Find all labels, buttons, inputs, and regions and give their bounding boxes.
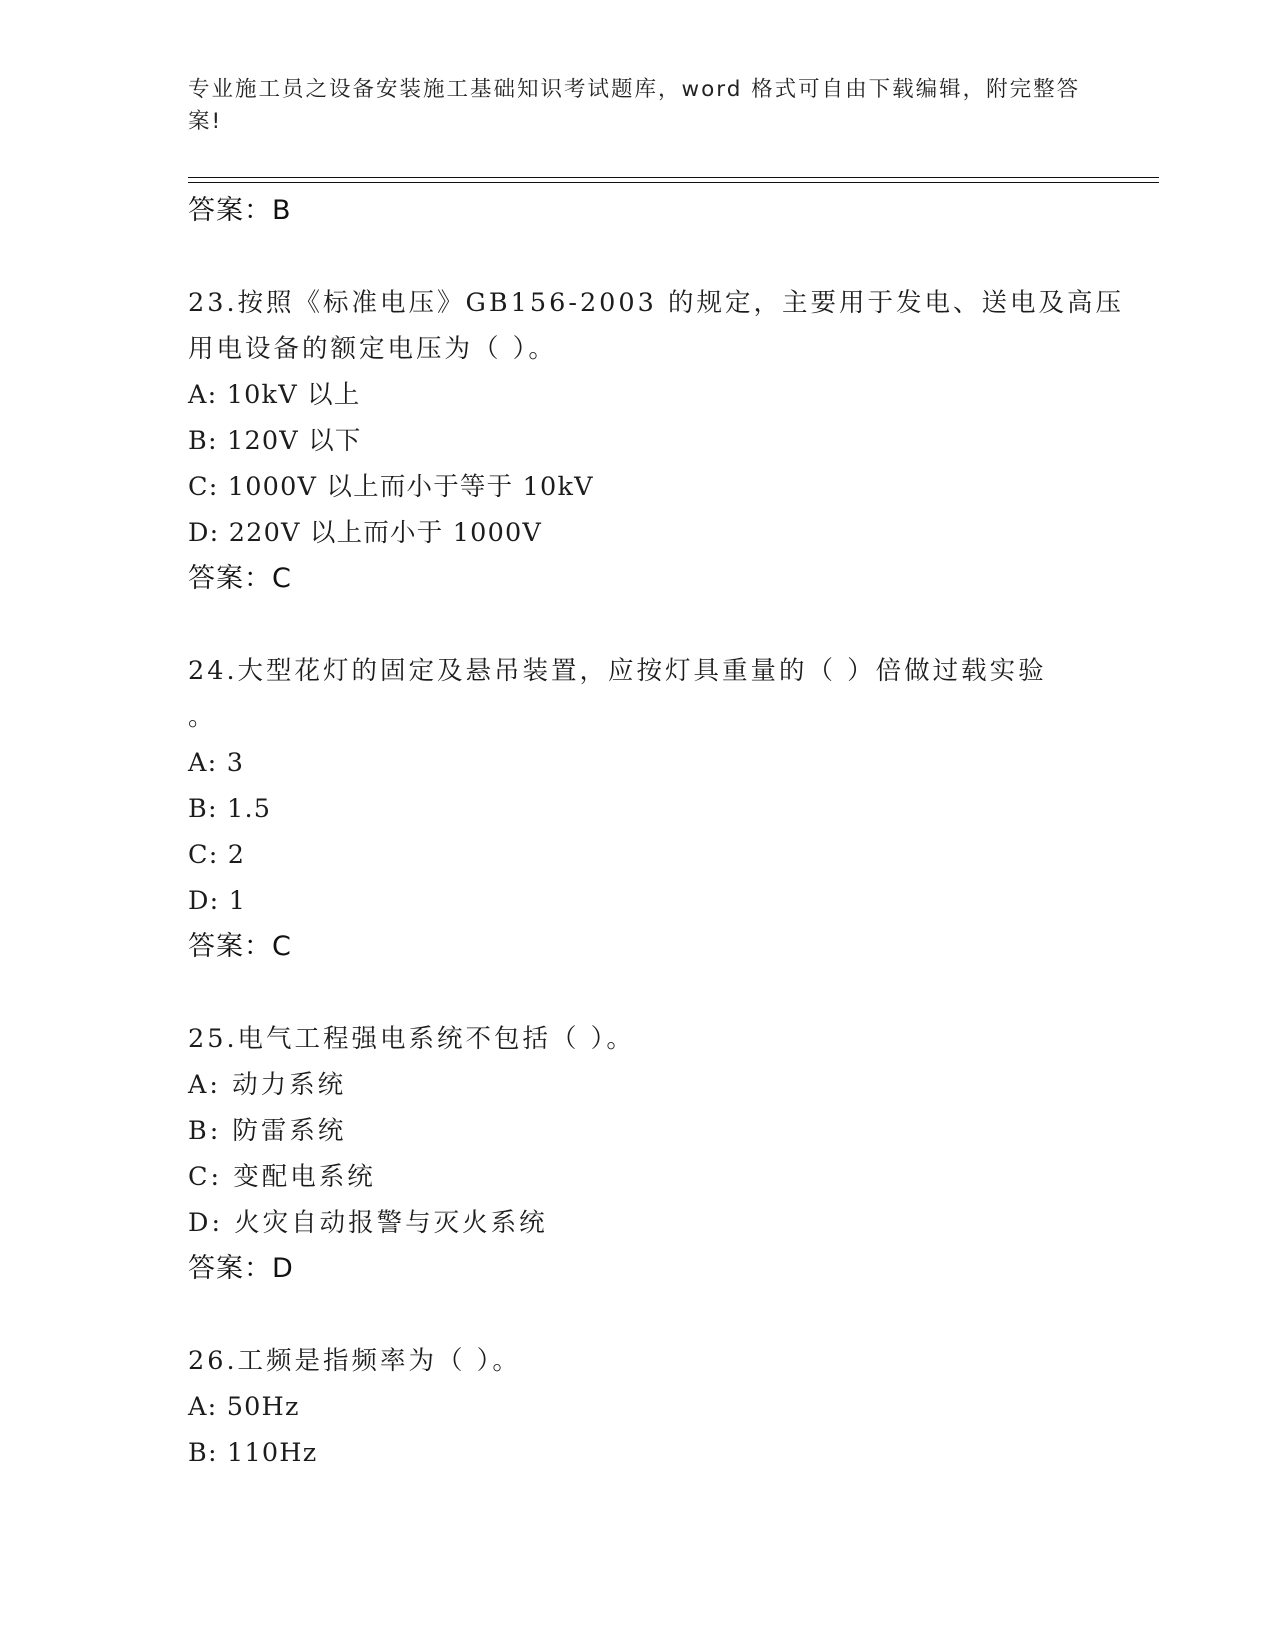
question-stem: 23.按照《标准电压》GB156-2003 的规定，主要用于发电、送电及高压 [188,288,1124,318]
option-d: D: 220V 以上而小于 1000V [188,518,543,548]
question-list [188,188,1124,1476]
question-23 [188,280,1124,602]
answer-line: 答案：D [188,1253,294,1284]
answer-line: 答案：B [188,195,292,226]
option-c: C: 变配电系统 [188,1162,376,1192]
option-a: A: 50Hz [188,1392,300,1422]
spacer [188,602,1088,648]
question-stem: 26.工频是指频率为（ ）。 [188,1346,521,1376]
option-c: C: 1000V 以上而小于等于 10kV [188,472,594,502]
question-24 [188,648,1088,970]
header-intro-text: 专业施工员之设备安装施工基础知识考试题库，word 格式可自由下载编辑，附完整答案! [188,77,1081,134]
spacer [188,1292,1088,1338]
document-header [188,74,1088,138]
spacer [188,970,1088,1016]
option-a: A: 10kV 以上 [188,380,361,410]
spacer [188,234,1088,280]
option-d: D: 火灾自动报警与灭火系统 [188,1208,548,1238]
option-b: B: 1.5 [188,794,272,824]
answer-line: 答案：C [188,931,292,962]
option-b: B: 防雷系统 [188,1116,347,1146]
answer-line: 答案：C [188,563,292,594]
question-stem: 24.大型花灯的固定及悬吊装置，应按灯具重量的（ ）倍做过载实验 [188,656,1047,686]
question-stem: 25.电气工程强电系统不包括（ ）。 [188,1024,635,1054]
option-b: B: 120V 以下 [188,426,362,456]
option-d: D: 1 [188,886,247,916]
header-divider-top [188,177,1159,178]
option-b: B: 110Hz [188,1438,318,1468]
header-divider-bottom [188,182,1159,183]
question-25 [188,1016,1088,1292]
question-stem-continued: 用电设备的额定电压为（ ）。 [188,334,557,364]
option-a: A: 3 [188,748,245,778]
option-c: C: 2 [188,840,246,870]
question-stem-continued: 。 [188,702,215,732]
question-26 [188,1338,1088,1476]
option-a: A: 动力系统 [188,1070,347,1100]
